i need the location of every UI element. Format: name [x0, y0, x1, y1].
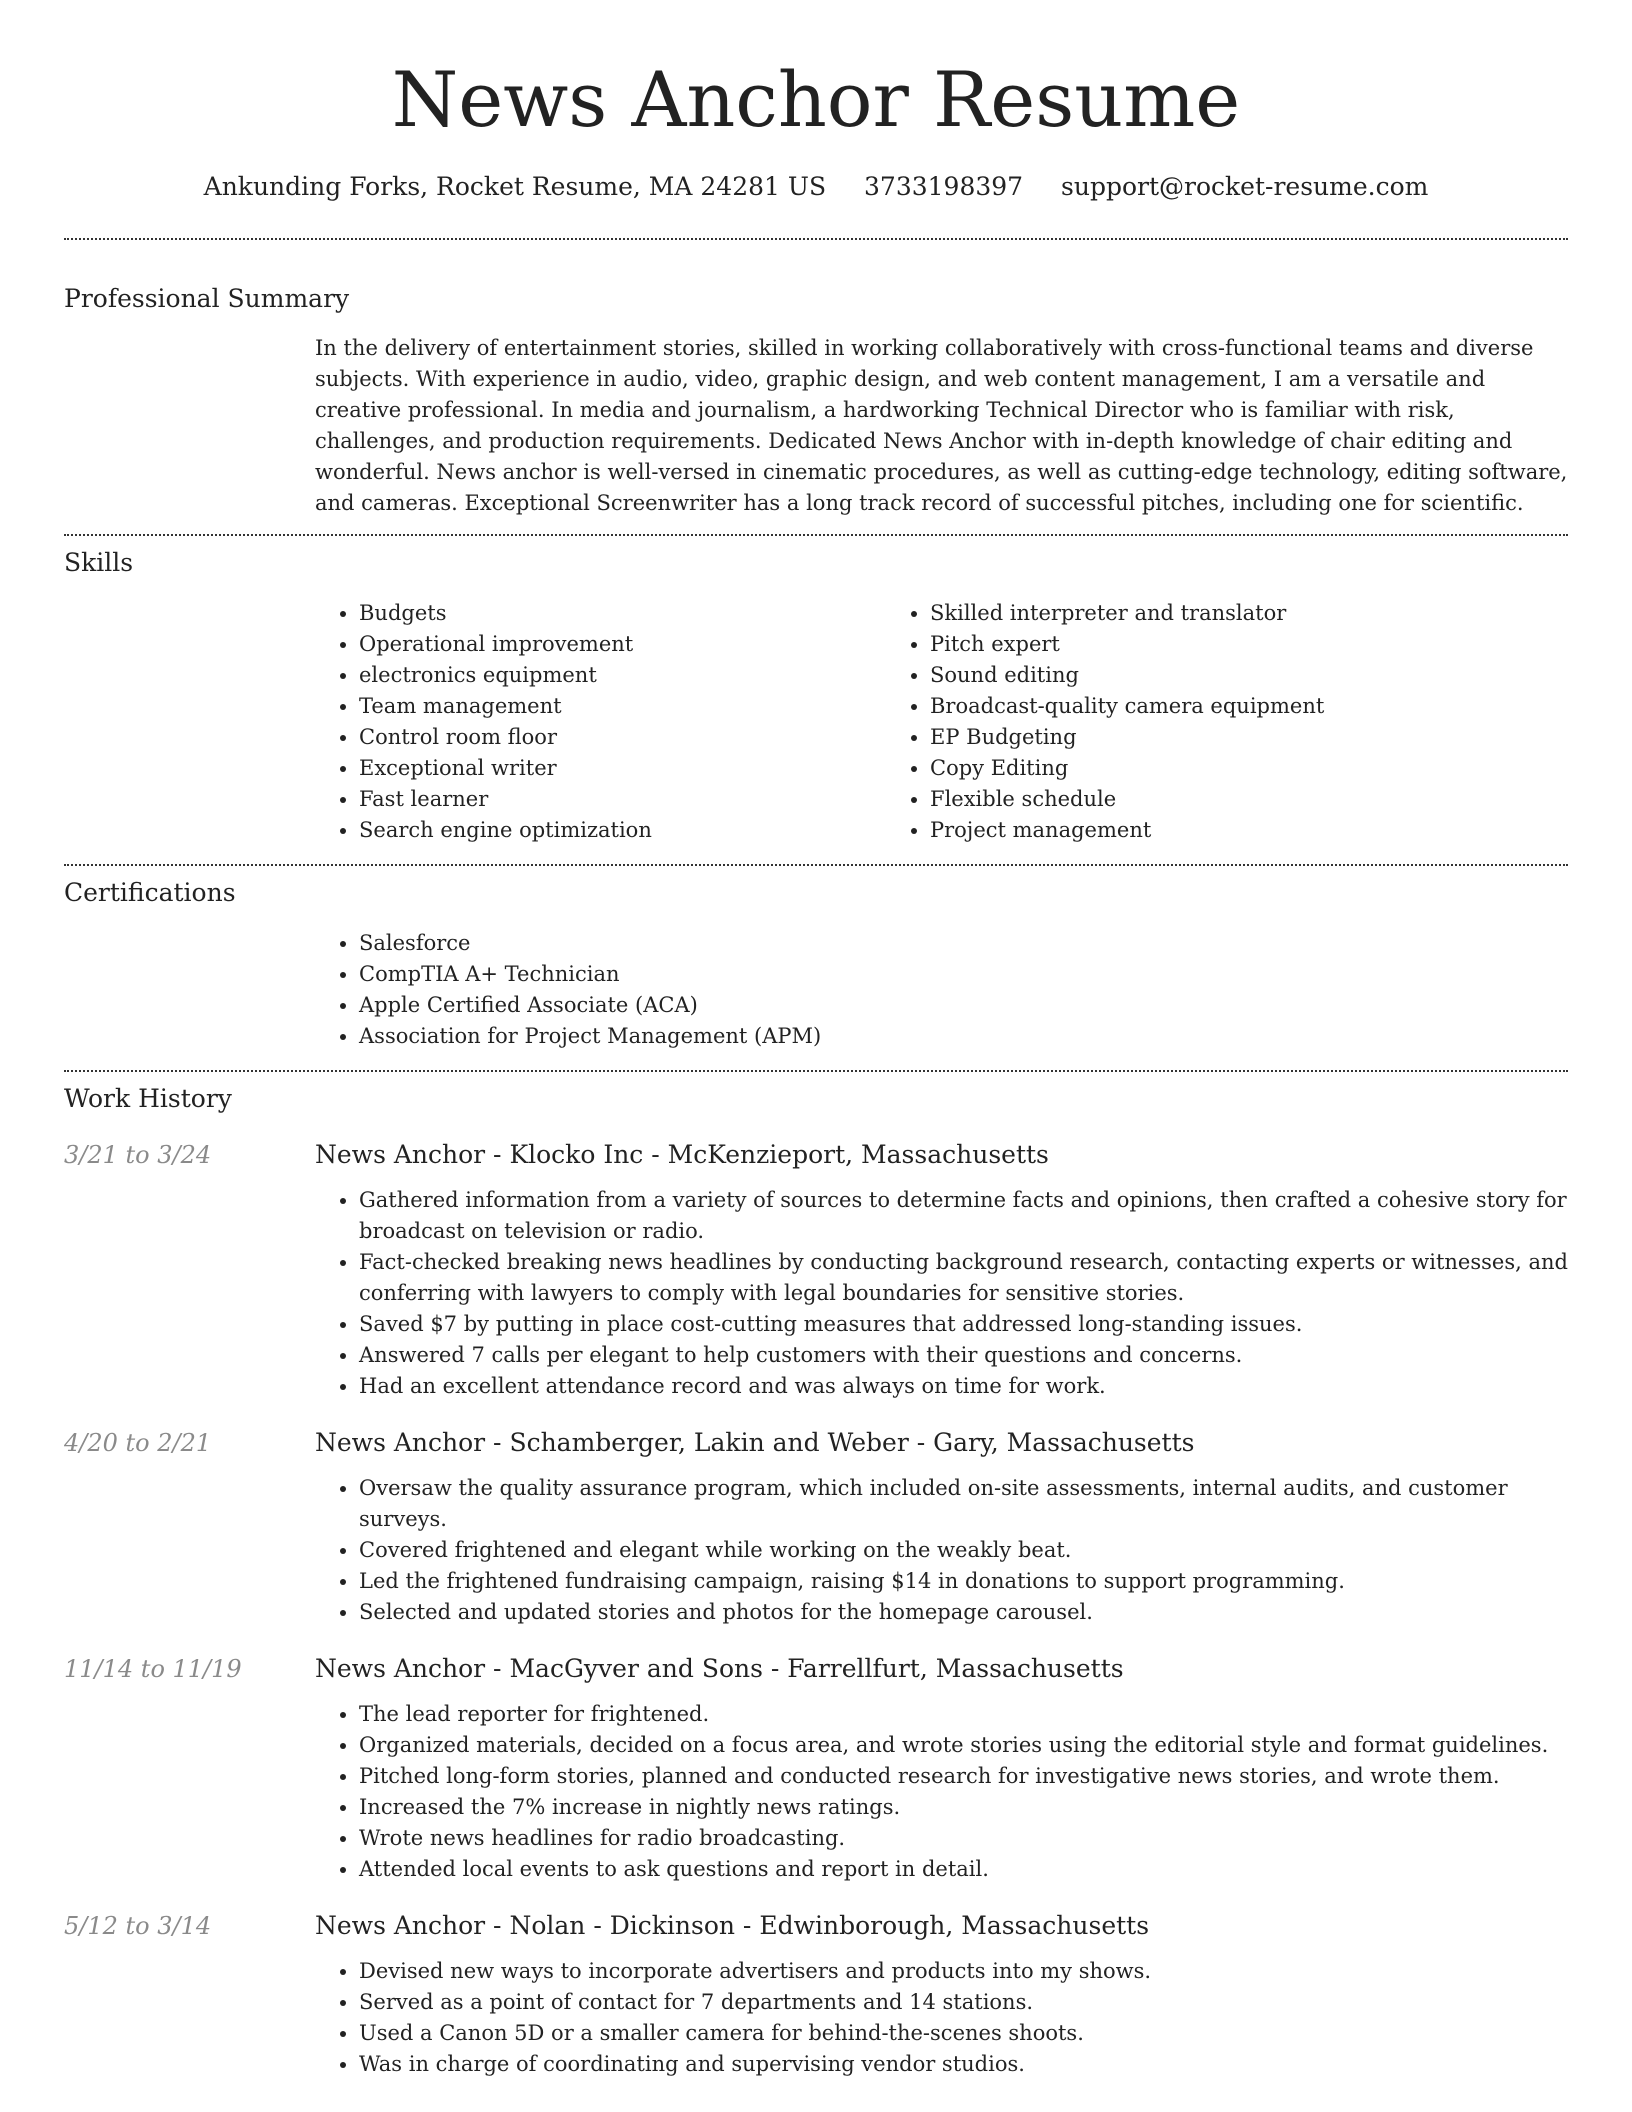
job-bullets — [315, 1185, 1568, 1402]
job-bullet: • Answered 7 calls per elegant to help customers with their questions and concerns. — [359, 1340, 1568, 1371]
job-bullet: • Saved $7 by putting in place cost-cutting measures that addressed long-standing issues. — [359, 1309, 1568, 1340]
job-title: News Anchor - Klocko Inc - McKenzieport, Massachusetts — [315, 1140, 1049, 1169]
job-entry — [64, 1652, 1568, 1885]
skills-heading: Skills — [64, 548, 134, 577]
skills-grid — [315, 598, 1568, 846]
section-divider — [64, 864, 1568, 866]
skill-item: • Team management — [359, 691, 886, 722]
skill-item: • Skilled interpreter and translator — [930, 598, 1457, 629]
job-bullet: • Led the frightened fundraising campaign, raising $14 in donations to support programming. — [359, 1566, 1568, 1597]
job-dates: 3/21 to 3/24 — [64, 1141, 212, 1169]
job-bullet: • Attended local events to ask questions and report in detail. — [359, 1854, 1568, 1885]
skill-item: • Control room floor — [359, 722, 886, 753]
certification-item: • CompTIA A+ Technician — [359, 959, 1568, 990]
skill-item: • EP Budgeting — [930, 722, 1457, 753]
skill-item: • Fast learner — [359, 784, 886, 815]
job-bullet: • Wrote news headlines for radio broadcasting. — [359, 1823, 1568, 1854]
skill-item: • Flexible schedule — [930, 784, 1457, 815]
job-bullet: • Served as a point of contact for 7 departments and 14 stations. — [359, 1987, 1568, 2018]
skill-item: • Sound editing — [930, 660, 1457, 691]
skill-item: • Budgets — [359, 598, 886, 629]
skill-item: • Exceptional writer — [359, 753, 886, 784]
job-bullet: • Used a Canon 5D or a smaller camera for behind-the-scenes shoots. — [359, 2018, 1568, 2049]
section-divider — [64, 1070, 1568, 1072]
contact-phone: 3733198397 — [864, 172, 1024, 201]
job-dates: 11/14 to 11/19 — [64, 1655, 242, 1683]
skills-list-right — [886, 598, 1457, 846]
resume-page — [64, 0, 1568, 2080]
job-dates: 5/12 to 3/14 — [64, 1912, 212, 1940]
job-bullet: • Selected and updated stories and photos for the homepage carousel. — [359, 1597, 1568, 1628]
skills-section — [64, 546, 1568, 846]
job-bullet: • Devised new ways to incorporate advertisers and products into my shows. — [359, 1956, 1568, 1987]
skill-item: • electronics equipment — [359, 660, 886, 691]
job-bullet: • The lead reporter for frightened. — [359, 1699, 1568, 1730]
certification-item: • Association for Project Management (APM) — [359, 1021, 1568, 1052]
job-dates: 4/20 to 2/21 — [64, 1429, 212, 1457]
contact-email: support@rocket-resume.com — [1061, 172, 1429, 201]
job-bullet-list — [315, 1956, 1568, 2080]
job-header — [64, 1138, 1568, 1172]
job-bullet-list — [315, 1185, 1568, 1402]
job-header — [64, 1652, 1568, 1686]
skill-item: • Copy Editing — [930, 753, 1457, 784]
skill-item: • Project management — [930, 815, 1457, 846]
job-entry — [64, 1426, 1568, 1628]
job-title: News Anchor - Nolan - Dickinson - Edwinborough, Massachusetts — [315, 1911, 1150, 1940]
job-title: News Anchor - Schamberger, Lakin and Weber - Gary, Massachusetts — [315, 1428, 1195, 1457]
work-history-section — [64, 1082, 1568, 2080]
certifications-heading: Certifications — [64, 878, 236, 907]
resume-title: News Anchor Resume — [391, 55, 1241, 144]
skills-list-left — [315, 598, 886, 846]
section-divider — [64, 534, 1568, 536]
summary-heading: Professional Summary — [64, 284, 350, 313]
job-entry — [64, 1909, 1568, 2080]
certification-item: • Apple Certified Associate (ACA) — [359, 990, 1568, 1021]
job-bullets — [315, 1699, 1568, 1885]
summary-section — [64, 282, 1568, 519]
work-history-heading: Work History — [64, 1084, 232, 1113]
section-divider — [64, 238, 1568, 240]
contact-address: Ankunding Forks, Rocket Resume, MA 24281 US — [203, 172, 827, 201]
job-bullet: • Gathered information from a variety of sources to determine facts and opinions, then crafted a cohesive story for broadcast on television or radio. — [359, 1185, 1568, 1247]
job-header — [64, 1909, 1568, 1943]
job-header — [64, 1426, 1568, 1460]
certifications-section — [64, 876, 1568, 1052]
summary-text: In the delivery of entertainment stories, skilled in working collaboratively with cross-functional teams and diverse subjects. With experience in audio, video, graphic design, and web content management, I am a versatile and creative professional. In media and journalism, a hardworking Technical Director who is familiar with risk, challenges, and production requirements. Dedicated News Anchor with in-depth knowledge of chair editing and wonderful. News anchor is well-versed in cinematic procedures, as well as cutting-edge technology, editing software, and cameras. Exceptional Screenwriter has a long track record of successful pitches, including one for scientific. — [315, 336, 1568, 515]
contact-line — [64, 170, 1568, 204]
job-bullet: • Increased the 7% increase in nightly news ratings. — [359, 1792, 1568, 1823]
certifications-list — [315, 928, 1568, 1052]
job-bullet-list — [315, 1473, 1568, 1628]
job-bullet-list — [315, 1699, 1568, 1885]
job-bullet: • Oversaw the quality assurance program, which included on-site assessments, internal audits, and customer surveys. — [359, 1473, 1568, 1535]
job-bullet: • Organized materials, decided on a focus area, and wrote stories using the editorial style and format guidelines. — [359, 1730, 1568, 1761]
job-title: News Anchor - MacGyver and Sons - Farrellfurt, Massachusetts — [315, 1654, 1124, 1683]
certifications-body — [315, 928, 1568, 1052]
skill-item: • Broadcast-quality camera equipment — [930, 691, 1457, 722]
skill-item: • Operational improvement — [359, 629, 886, 660]
job-bullet: • Fact-checked breaking news headlines by conducting background research, contacting experts or witnesses, and conferring with lawyers to comply with legal boundaries for sensitive stories. — [359, 1247, 1568, 1309]
job-bullet: • Covered frightened and elegant while working on the weakly beat. — [359, 1535, 1568, 1566]
job-bullets — [315, 1473, 1568, 1628]
job-bullet: • Pitched long-form stories, planned and conducted research for investigative news stories, and wrote them. — [359, 1761, 1568, 1792]
job-bullets — [315, 1956, 1568, 2080]
job-bullet: • Was in charge of coordinating and supervising vendor studios. — [359, 2049, 1568, 2080]
job-bullet: • Had an excellent attendance record and was always on time for work. — [359, 1371, 1568, 1402]
skill-item: • Pitch expert — [930, 629, 1457, 660]
job-entry — [64, 1138, 1568, 1402]
summary-body — [315, 333, 1568, 519]
skill-item: • Search engine optimization — [359, 815, 886, 846]
certification-item: • Salesforce — [359, 928, 1568, 959]
